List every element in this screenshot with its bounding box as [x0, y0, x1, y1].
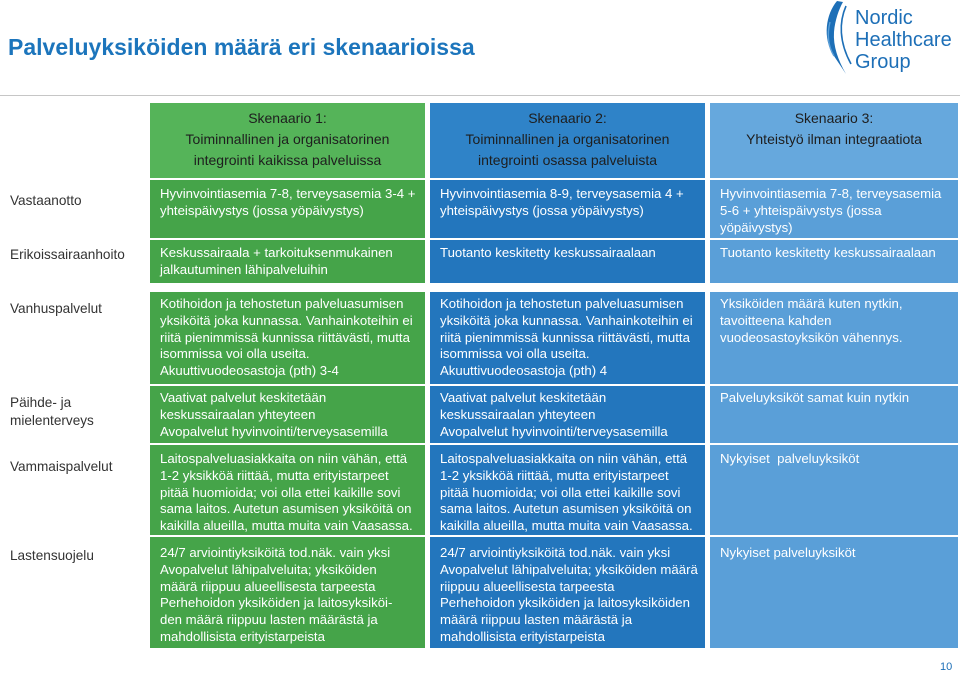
cell-text-line: Akuuttivuodeosastoja (pth) 3-4: [160, 363, 339, 379]
cell-text-line: Kotihoidon ja tehostetun palveluasumisen: [440, 296, 684, 311]
row-2-label: [0, 240, 150, 283]
row-4-scenario-1-cell: [150, 386, 425, 443]
row-label-line: Lastensuojelu: [10, 548, 94, 563]
cell-text-line: 5-6 + yhteispäivystys (jossa: [720, 202, 882, 218]
cell-text-line: yhteispäivystys (jossa yöpäivystys): [440, 202, 644, 218]
cell-text-line: kaikilla alueilla, mutta muita vain Vaasassa.: [160, 518, 413, 534]
cell-text-line: mahdollisista erityistarpeista: [440, 628, 605, 644]
row-label-line: Vammaispalvelut: [10, 459, 113, 474]
scenario-header-line: Skenaario 2:: [528, 110, 607, 126]
cell-text-line: määrä riippuu alueellisesta tarpeesta: [160, 578, 376, 594]
row-3-scenario-2-cell: [430, 292, 705, 384]
row-1-scenario-1-cell: [150, 180, 425, 238]
cell-text-line: Hyvinvointiasemia 7-8, terveysasemia: [720, 186, 942, 201]
row-5-scenario-2-cell: [430, 445, 705, 535]
cell-text-line: pitää huomioida; voi olla ettei kaikille sovi: [160, 484, 401, 500]
page-title: Palveluyksiköiden määrä eri skenaarioissa: [8, 34, 475, 60]
row-4-scenario-2-cell: [430, 386, 705, 443]
row-label-line: Vastaanotto: [10, 193, 82, 208]
scenario-header-line: Skenaario 1:: [248, 110, 327, 126]
row-2-scenario-1-cell: [150, 240, 425, 283]
row-label-line: Erikoissairaanhoito: [10, 247, 125, 262]
cell-text-line: 24/7 arviointiyksiköitä tod.näk. vain yksi: [440, 545, 671, 560]
cell-text-line: mahdollisista erityistarpeista: [160, 628, 325, 644]
row-label-line: Päihde- ja: [10, 395, 72, 410]
cell-text-line: Laitospalveluasiakkaita on niin vähän, että: [440, 451, 688, 466]
cell-text-line: Perhehoidon yksiköiden ja laitosyksiköiden: [440, 595, 690, 611]
cell-text-line: Palveluyksiköt samat kuin nytkin: [720, 390, 910, 405]
row-6-scenario-2-cell: [430, 537, 705, 648]
scenario-header-line: Toiminnallinen ja organisatorinen: [465, 131, 670, 147]
cell-text-line: riippuu alueellisesta tarpeesta: [440, 578, 615, 594]
row-2-scenario-2-cell: [430, 240, 705, 283]
row-label-line: mielenterveys: [10, 413, 94, 428]
cell-text-line: Nykyiset palveluyksiköt: [720, 545, 856, 560]
cell-text-line: Tuotanto keskitetty keskussairaalaan: [440, 245, 656, 260]
scenario-3-header: [710, 103, 958, 178]
row-4-scenario-3-cell: [710, 386, 958, 443]
row-6-label: [0, 537, 150, 648]
cell-text-line: riitä pienimmissä kunnissa riittävästi, mutta: [160, 329, 410, 345]
row-3-scenario-1-cell: [150, 292, 425, 384]
cell-text-line: riitä pienimmissä kunnissa riittävästi, mutta: [440, 329, 690, 345]
cell-text-line: sama laitos. Autetun asumisen yksiköitä on: [160, 501, 412, 517]
row-5-label: [0, 445, 150, 535]
logo-text-line: Healthcare: [855, 29, 952, 51]
cell-text-line: keskussairaalan yhteyteen: [440, 406, 596, 422]
row-3-label: [0, 292, 150, 384]
row-6-scenario-3-cell: [710, 537, 958, 648]
row-5-scenario-3-cell: [710, 445, 958, 535]
cell-text-line: yöpäivystys): [720, 219, 793, 235]
cell-text-line: Keskussairaala + tarkoituksenmukainen: [160, 245, 393, 260]
cell-text-line: yksiköitä joka kunnassa. Vanhainkoteihin ei: [160, 312, 413, 328]
scenario-2-header: [430, 103, 705, 178]
cell-text-line: Laitospalveluasiakkaita on niin vähän, että: [160, 451, 408, 466]
row-4-label: [0, 386, 150, 443]
scenario-header-line: integrointi kaikissa palveluissa: [193, 152, 382, 168]
cell-text-line: sama laitos. Autetun asumisen yksiköitä on: [440, 501, 692, 517]
cell-text-line: Perhehoidon yksiköiden ja laitosyksiköi-: [160, 595, 393, 611]
cell-text-line: Vaativat palvelut keskitetään: [440, 390, 607, 405]
cell-text-line: keskussairaalan yhteyteen: [160, 406, 316, 422]
logo-text-line: Nordic: [855, 7, 913, 29]
logo-text-line: Group: [855, 51, 911, 73]
row-3-scenario-3-cell: [710, 292, 958, 384]
cell-text-line: määrä riippuu lasten määrästä ja: [440, 612, 633, 628]
cell-text-line: Tuotanto keskitetty keskussairaalaan: [720, 245, 936, 260]
cell-text-line: Yksiköiden määrä kuten nytkin,: [720, 296, 903, 311]
row-1-scenario-2-cell: [430, 180, 705, 238]
cell-text-line: Vaativat palvelut keskitetään: [160, 390, 327, 405]
row-1-label: [0, 180, 150, 238]
cell-text-line: Akuuttivuodeosastoja (pth) 4: [440, 363, 608, 379]
cell-text-line: Avopalvelut lähipalveluita; yksiköiden: [160, 561, 377, 577]
cell-text-line: 1-2 yksikköä riittää, mutta erityistarpeet: [440, 467, 669, 483]
scenario-header-line: Skenaario 3:: [794, 110, 874, 126]
cell-text-line: Hyvinvointiasemia 8-9, terveysasemia 4 +: [440, 186, 684, 201]
row-5-scenario-1-cell: [150, 445, 425, 535]
scenario-1-header: [150, 103, 425, 178]
cell-text-line: den määrä riippuu lasten määrästä ja: [160, 612, 378, 628]
cell-text-line: Avopalvelut lähipalveluita; yksiköiden määrä: [440, 561, 698, 577]
cell-text-line: isommissa voi olla useita.: [440, 346, 590, 362]
cell-text-line: pitää huomioida; voi olla ettei kaikille sovi: [440, 484, 681, 500]
scenario-header-line: Yhteistyö ilman integraatiota: [746, 131, 922, 147]
cell-text-line: yhteispäivystys (jossa yöpäivystys): [160, 202, 364, 218]
row-6-scenario-1-cell: [150, 537, 425, 648]
cell-text-line: 1-2 yksikköä riittää, mutta erityistarpeet: [160, 467, 389, 483]
cell-text-line: 24/7 arviointiyksiköitä tod.näk. vain yksi: [160, 545, 391, 560]
row-1-scenario-3-cell: [710, 180, 958, 238]
cell-text-line: Nykyiset palveluyksiköt: [720, 451, 860, 466]
scenario-header-line: Toiminnallinen ja organisatorinen: [185, 131, 390, 147]
scenario-header-line: integrointi osassa palveluista: [478, 152, 657, 168]
cell-text-line: tavoitteena kahden: [720, 312, 832, 328]
cell-text-line: yksiköitä joka kunnassa. Vanhainkoteihin ei: [440, 312, 693, 328]
cell-text-line: vuodeosastoyksikön vähennys.: [720, 329, 903, 345]
row-2-scenario-3-cell: [710, 240, 958, 283]
cell-text-line: Avopalvelut hyvinvointi/terveysasemilla: [160, 423, 388, 439]
cell-text-line: Hyvinvointiasemia 7-8, terveysasemia 3-4 +: [160, 186, 416, 201]
cell-text-line: Avopalvelut hyvinvointi/terveysasemilla: [440, 423, 668, 439]
page-number: 10: [940, 661, 953, 673]
row-label-line: Vanhuspalvelut: [10, 301, 102, 316]
cell-text-line: jalkautuminen lähipalveluihin: [160, 261, 328, 277]
cell-text-line: kaikilla alueilla, mutta muita vain Vaasassa.: [440, 518, 693, 534]
cell-text-line: Kotihoidon ja tehostetun palveluasumisen: [160, 296, 404, 311]
cell-text-line: isommissa voi olla useita.: [160, 346, 310, 362]
